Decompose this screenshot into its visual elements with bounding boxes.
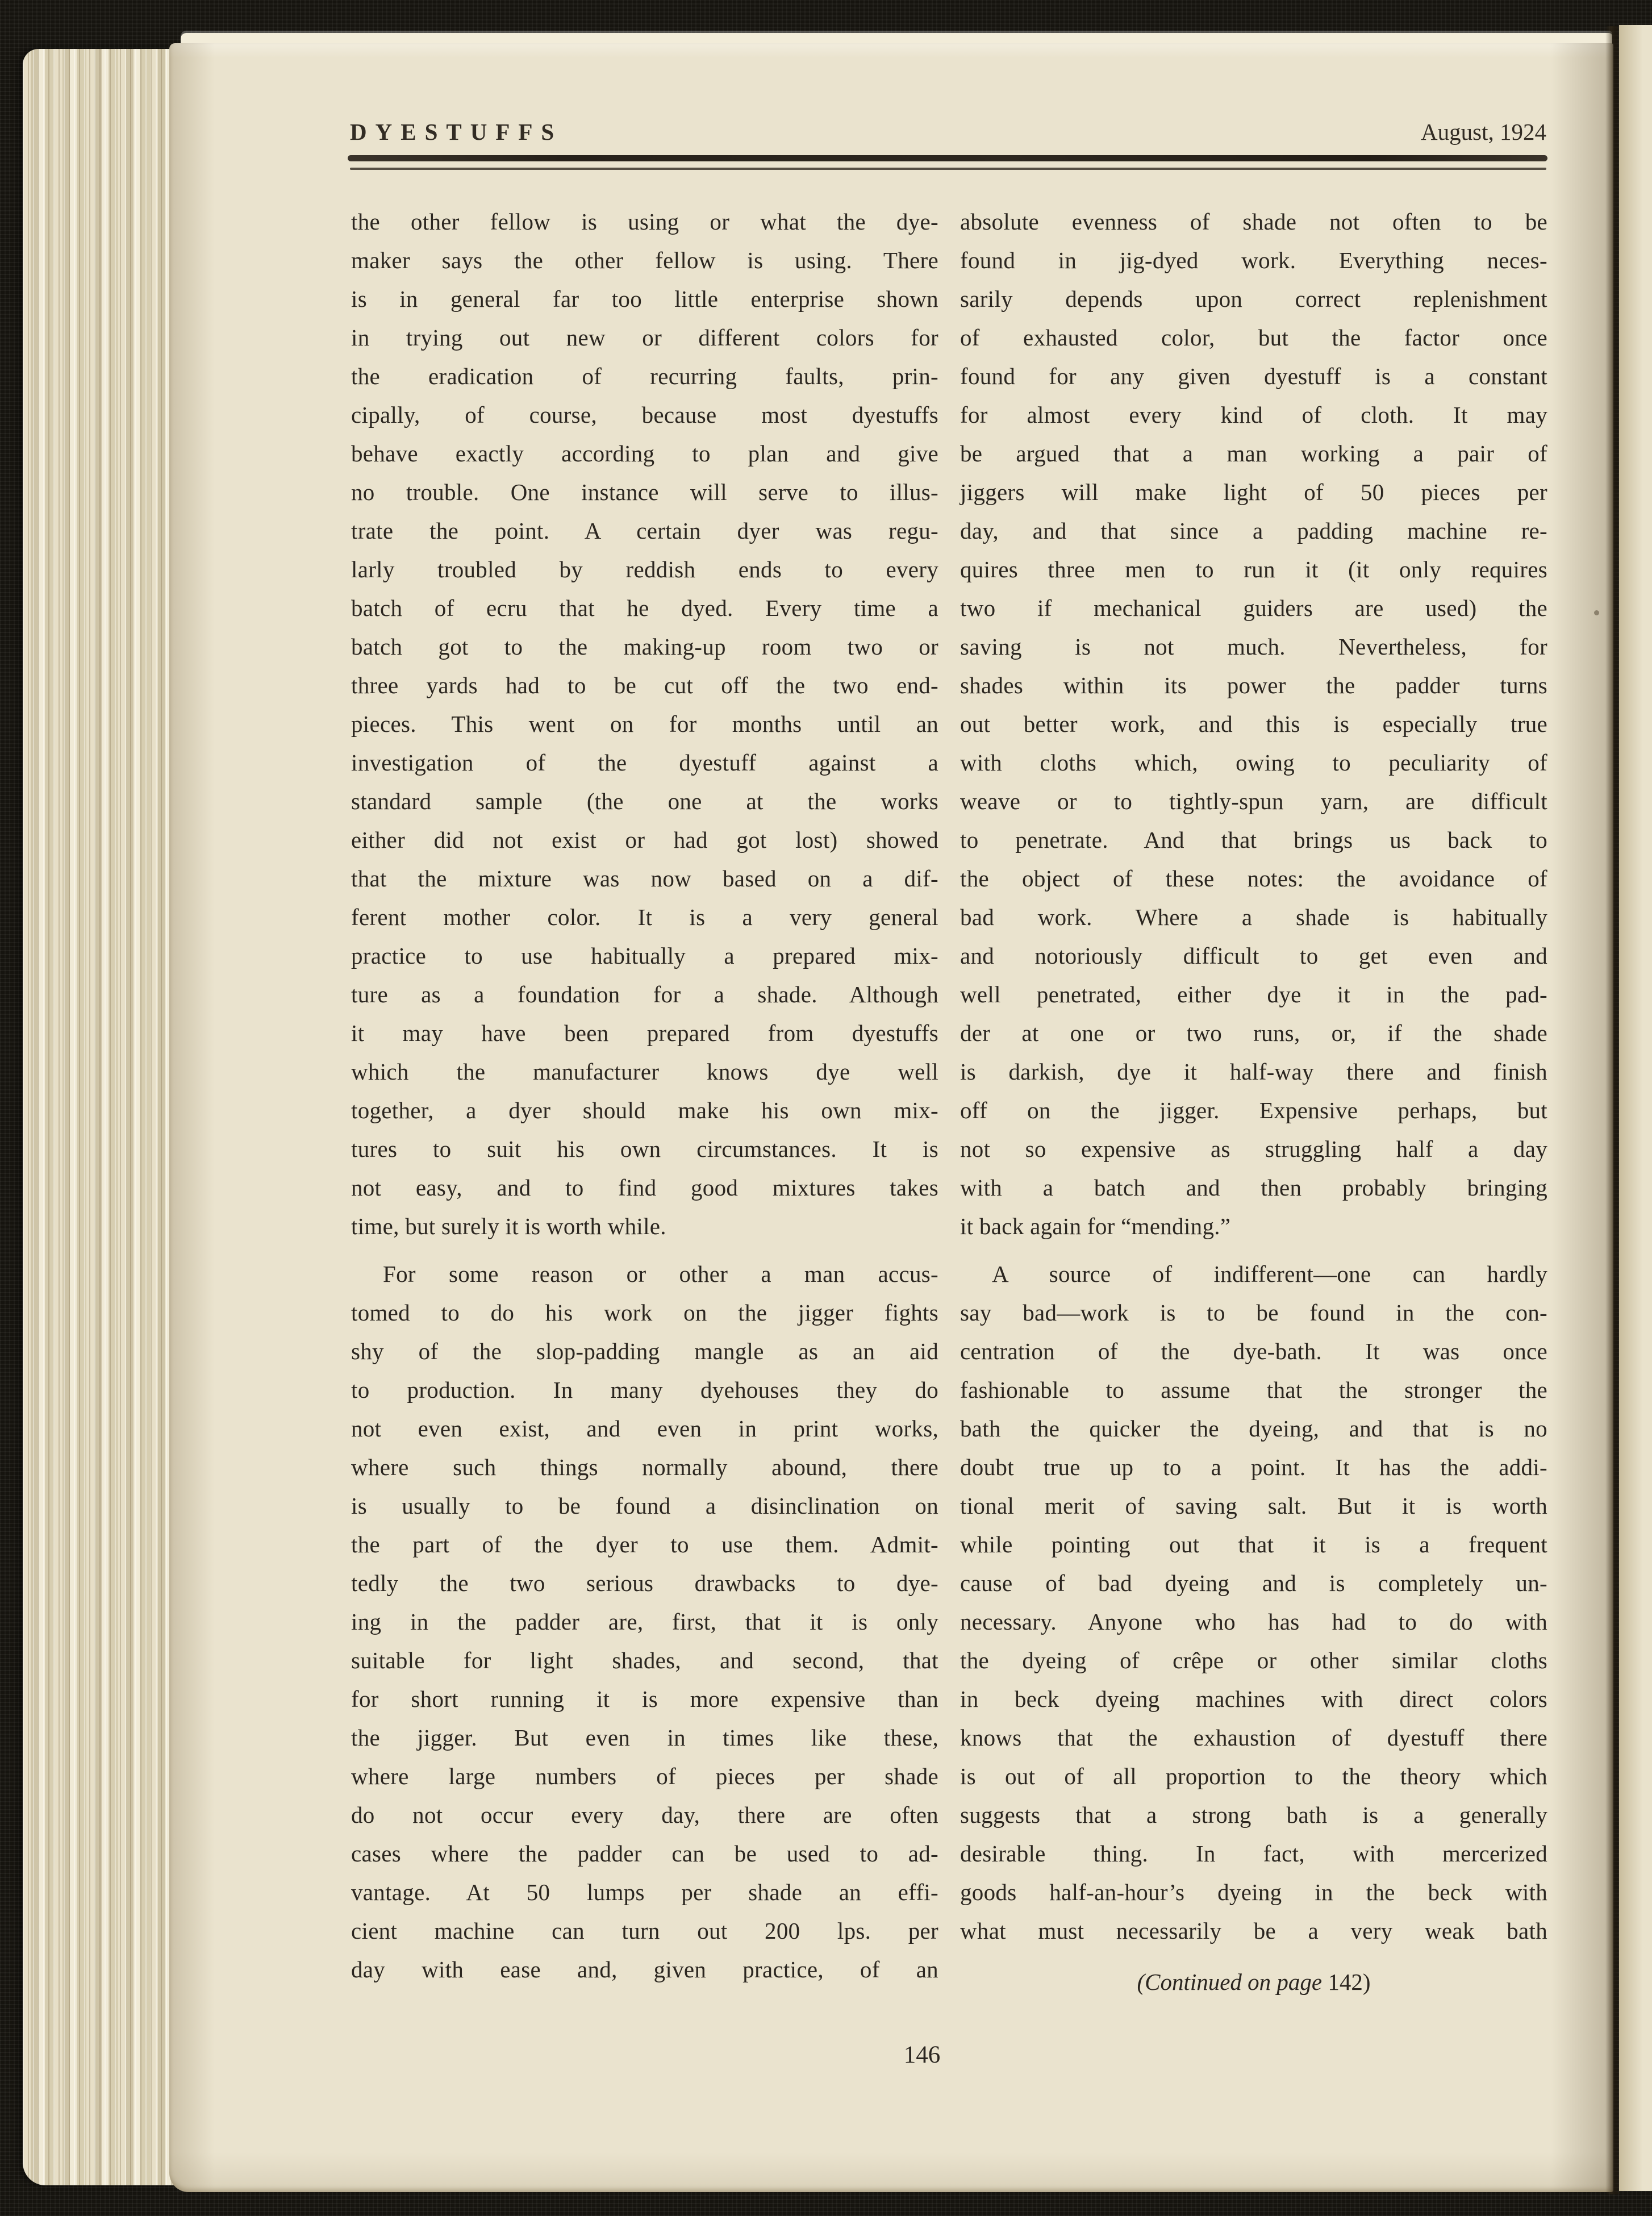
text-line: the jigger. But even in times like these, xyxy=(351,1725,938,1751)
text-line: bad work. Where a shade is habitually xyxy=(960,904,1547,930)
text-line: fashionable to assume that the stronger the xyxy=(960,1377,1547,1403)
text-line: batch got to the making-up room two or xyxy=(351,634,938,660)
text-line: the eradication of recurring faults, prin- xyxy=(351,363,938,389)
text-line: two if mechanical guiders are used) the xyxy=(960,595,1547,621)
text-line: day, and that since a padding machine re- xyxy=(960,518,1547,544)
text-line: centration of the dye-bath. It was once xyxy=(960,1338,1547,1364)
text-line: is in general far too little enterprise shown xyxy=(351,286,938,312)
text-line: three yards had to be cut off the two end- xyxy=(351,672,938,698)
text-line: is out of all proportion to the theory which xyxy=(960,1763,1547,1789)
text-line: vantage. At 50 lumps per shade an effi- xyxy=(351,1879,938,1905)
page-number: 146 xyxy=(903,2042,941,2068)
text-line: is darkish, dye it half-way there and finish xyxy=(960,1059,1547,1085)
issue-date: August, 1924 xyxy=(1421,119,1546,145)
text-line: not even exist, and even in print works, xyxy=(351,1415,938,1442)
text-line: tures to suit his own circumstances. It is xyxy=(351,1136,938,1162)
text-line: what must necessarily be a very weak bath xyxy=(960,1918,1547,1944)
text-line: out better work, and this is especially true xyxy=(960,711,1547,737)
text-line: of exhausted color, but the factor once xyxy=(960,324,1547,351)
text-line: absolute evenness of shade not often to be xyxy=(960,209,1547,235)
text-line: sarily depends upon correct replenishment xyxy=(960,286,1547,312)
paragraph xyxy=(960,202,1547,1246)
journal-title: DYESTUFFS xyxy=(350,119,563,145)
text-line: with a batch and then probably bringing xyxy=(960,1174,1547,1201)
text-line: found in jig-dyed work. Everything neces- xyxy=(960,247,1547,273)
text-line: desirable thing. In fact, with mercerized xyxy=(960,1840,1547,1867)
text-line: cipally, of course, because most dyestuffs xyxy=(351,402,938,428)
main-page xyxy=(169,43,1613,2192)
text-line: and notoriously difficult to get even and xyxy=(960,943,1547,969)
text-line: goods half-an-hour’s dyeing in the beck with xyxy=(960,1879,1547,1905)
text-line: doubt true up to a point. It has the addi- xyxy=(960,1454,1547,1480)
text-line: quires three men to run it (it only requires xyxy=(960,556,1547,582)
text-line: the dyeing of crêpe or other similar cloths xyxy=(960,1647,1547,1673)
text-line: be argued that a man working a pair of xyxy=(960,440,1547,466)
continued-notice-italic: (Continued on page xyxy=(1137,1969,1328,1995)
text-line: where such things normally abound, there xyxy=(351,1454,938,1480)
text-line: for short running it is more expensive than xyxy=(351,1686,938,1712)
text-line: say bad—work is to be found in the con- xyxy=(960,1299,1547,1326)
text-line: found for any given dyestuff is a constant xyxy=(960,363,1547,389)
text-line: A source of indifferent—one can hardly xyxy=(992,1261,1547,1287)
text-line: larly troubled by reddish ends to every xyxy=(351,556,938,582)
text-line: time, but surely it is worth while. xyxy=(351,1213,666,1239)
text-line: cause of bad dyeing and is completely un- xyxy=(960,1570,1547,1596)
text-line: saving is not much. Nevertheless, for xyxy=(960,634,1547,660)
paragraph xyxy=(351,1255,938,1989)
page-edge-stack xyxy=(23,49,175,2185)
text-line: practice to use habitually a prepared mix- xyxy=(351,943,938,969)
text-line: ing in the padder are, first, that it is only xyxy=(351,1609,938,1635)
text-line: batch of ecru that he dyed. Every time a xyxy=(351,595,938,621)
header-rule-thick xyxy=(348,155,1547,161)
text-line: suitable for light shades, and second, that xyxy=(351,1647,938,1673)
text-line: knows that the exhaustion of dyestuff there xyxy=(960,1725,1547,1751)
text-line: to penetrate. And that brings us back to xyxy=(960,827,1547,853)
text-line: der at one or two runs, or, if the shade xyxy=(960,1020,1547,1046)
text-line: For some reason or other a man accus- xyxy=(383,1261,938,1287)
text-line: maker says the other fellow is using. There xyxy=(351,247,938,273)
text-line: in beck dyeing machines with direct colors xyxy=(960,1686,1547,1712)
text-line: together, a dyer should make his own mix- xyxy=(351,1097,938,1123)
paragraph xyxy=(351,202,938,1246)
text-line: cases where the padder can be used to ad- xyxy=(351,1840,938,1867)
text-line: no trouble. One instance will serve to illus- xyxy=(351,479,938,505)
text-line: not easy, and to find good mixtures takes xyxy=(351,1174,938,1201)
text-line: behave exactly according to plan and give xyxy=(351,440,938,466)
text-line: not so expensive as struggling half a day xyxy=(960,1136,1547,1162)
text-column-right-body xyxy=(960,202,1547,1950)
text-line: which the manufacturer knows dye well xyxy=(351,1059,938,1085)
text-line: where large numbers of pieces per shade xyxy=(351,1763,938,1789)
paragraph xyxy=(960,1255,1547,1950)
text-line: shades within its power the padder turns xyxy=(960,672,1547,698)
text-line: standard sample (the one at the works xyxy=(351,788,938,814)
text-line: tedly the two serious drawbacks to dye- xyxy=(351,1570,938,1596)
text-line: shy of the slop-padding mangle as an aid xyxy=(351,1338,938,1364)
text-line: investigation of the dyestuff against a xyxy=(351,749,938,776)
text-line: with cloths which, owing to peculiarity of xyxy=(960,749,1547,776)
text-line: bath the quicker the dyeing, and that is no xyxy=(960,1415,1547,1442)
text-line: tomed to do his work on the jigger fights xyxy=(351,1299,938,1326)
text-line: that the mixture was now based on a dif- xyxy=(351,865,938,892)
text-line: jiggers will make light of 50 pieces per xyxy=(960,479,1547,505)
header-rule-thin xyxy=(350,168,1546,170)
text-line: off on the jigger. Expensive perhaps, but xyxy=(960,1097,1547,1123)
page-header xyxy=(350,118,1546,148)
text-line: tional merit of saving salt. But it is worth xyxy=(960,1493,1547,1519)
text-line: the other fellow is using or what the dye- xyxy=(351,209,938,235)
text-column-right xyxy=(960,202,1547,2001)
paper-speck xyxy=(1594,610,1599,615)
text-line: the object of these notes: the avoidance of xyxy=(960,865,1547,892)
text-line: suggests that a strong bath is a generally xyxy=(960,1802,1547,1828)
text-line: weave or to tightly-spun yarn, are difficult xyxy=(960,788,1547,814)
facing-page-sliver xyxy=(1619,25,1652,2191)
text-line: to production. In many dyehouses they do xyxy=(351,1377,938,1403)
text-line: it may have been prepared from dyestuffs xyxy=(351,1020,938,1046)
book-gutter-shadow xyxy=(1605,26,1620,2194)
text-line: in trying out new or different colors for xyxy=(351,324,938,351)
text-line: well penetrated, either dye it in the pad- xyxy=(960,981,1547,1007)
text-line: pieces. This went on for months until an xyxy=(351,711,938,737)
text-line: ture as a foundation for a shade. Although xyxy=(351,981,938,1007)
text-line: do not occur every day, there are often xyxy=(351,1802,938,1828)
text-line: ferent mother color. It is a very general xyxy=(351,904,938,930)
continued-notice xyxy=(960,1963,1547,2001)
text-line: either did not exist or had got lost) showed xyxy=(351,827,938,853)
text-column-left xyxy=(351,202,938,1989)
text-line: it back again for “mending.” xyxy=(960,1213,1231,1239)
text-line: necessary. Anyone who has had to do with xyxy=(960,1609,1547,1635)
text-line: cient machine can turn out 200 lps. per xyxy=(351,1918,938,1944)
text-line: while pointing out that it is a frequent xyxy=(960,1531,1547,1557)
text-line: is usually to be found a disinclination on xyxy=(351,1493,938,1519)
text-line: for almost every kind of cloth. It may xyxy=(960,402,1547,428)
text-line: the part of the dyer to use them. Admit- xyxy=(351,1531,938,1557)
text-line: day with ease and, given practice, of an xyxy=(351,1956,938,1982)
continued-notice-page-ref: 142) xyxy=(1328,1969,1371,1995)
text-line: trate the point. A certain dyer was regu- xyxy=(351,518,938,544)
